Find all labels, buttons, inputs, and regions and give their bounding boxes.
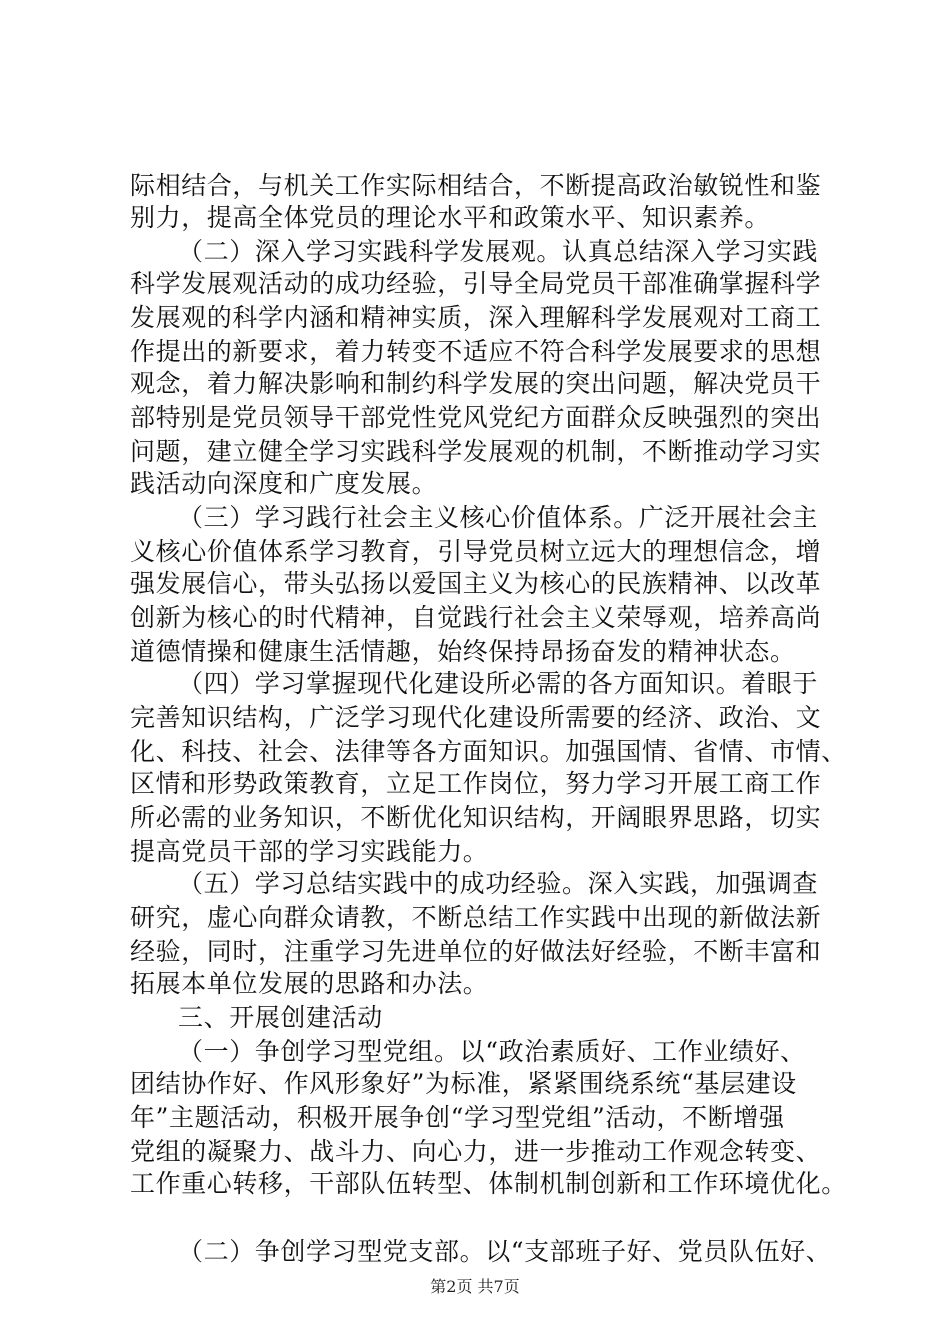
text-line: 部特别是党员领导干部党性党风党纪方面群众反映强烈的突出 <box>130 403 822 432</box>
text-line: （一）争创学习型党组。以“政治素质好、工作业绩好、 <box>178 1037 806 1066</box>
text-line: 践活动向深度和广度发展。 <box>130 469 438 498</box>
text-line: 别力，提高全体党员的理论水平和政策水平、知识素养。 <box>130 203 771 232</box>
text-line: 党组的凝聚力、战斗力、向心力，进一步推动工作观念转变、 <box>130 1137 822 1166</box>
text-line: （五）学习总结实践中的成功经验。深入实践，加强调查 <box>178 869 819 898</box>
text-line: 经验，同时，注重学习先进单位的好做法好经验，不断丰富和 <box>130 937 822 966</box>
text-line: 化、科技、社会、法律等各方面知识。加强国情、省情、市情、 <box>130 737 847 766</box>
text-line: 际相结合，与机关工作实际相结合，不断提高政治敏锐性和鉴 <box>130 171 822 200</box>
text-line: 强发展信心，带头弘扬以爱国主义为核心的民族精神、以改革 <box>130 569 822 598</box>
text-line: （四）学习掌握现代化建设所必需的各方面知识。着眼于 <box>178 669 819 698</box>
text-line: 道德情操和健康生活情趣，始终保持昂扬奋发的精神状态。 <box>130 637 796 666</box>
text-line: 工作重心转移，干部队伍转型、体制机制创新和工作环境优化。 <box>130 1169 847 1198</box>
text-line: （二）深入学习实践科学发展观。认真总结深入学习实践 <box>178 237 819 266</box>
text-line: 团结协作好、作风形象好”为标准，紧紧围绕系统“基层建设 <box>130 1069 797 1098</box>
text-line: 拓展本单位发展的思路和办法。 <box>130 969 489 998</box>
text-line: 问题，建立健全学习实践科学发展观的机制，不断推动学习实 <box>130 437 822 466</box>
text-line: 年”主题活动，积极开展争创“学习型党组”活动，不断增强 <box>130 1103 785 1132</box>
text-line: 观念，着力解决影响和制约科学发展的突出问题，解决党员干 <box>130 369 822 398</box>
text-line: 研究，虚心向群众请教，不断总结工作实践中出现的新做法新 <box>130 903 822 932</box>
text-line: 科学发展观活动的成功经验，引导全局党员干部准确掌握科学 <box>130 269 822 298</box>
text-line: 完善知识结构，广泛学习现代化建设所需要的经济、政治、文 <box>130 703 822 732</box>
text-line: 义核心价值体系学习教育，引导党员树立远大的理想信念，增 <box>130 537 822 566</box>
text-line: 三、开展创建活动 <box>178 1003 383 1032</box>
text-line: 发展观的科学内涵和精神实质，深入理解科学发展观对工商工 <box>130 303 822 332</box>
text-line: （二）争创学习型党支部。以“支部班子好、党员队伍好、 <box>178 1237 832 1266</box>
text-line: 作提出的新要求，着力转变不适应不符合科学发展要求的思想 <box>130 337 822 366</box>
text-line: 创新为核心的时代精神，自觉践行社会主义荣辱观，培养高尚 <box>130 603 822 632</box>
text-line: 区情和形势政策教育，立足工作岗位，努力学习开展工商工作 <box>130 769 822 798</box>
page-footer: 第2页 共7页 <box>430 1277 520 1296</box>
text-line: 提高党员干部的学习实践能力。 <box>130 837 489 866</box>
text-line: 所必需的业务知识，不断优化知识结构，开阔眼界思路，切实 <box>130 803 822 832</box>
text-line: （三）学习践行社会主义核心价值体系。广泛开展社会主 <box>178 503 819 532</box>
